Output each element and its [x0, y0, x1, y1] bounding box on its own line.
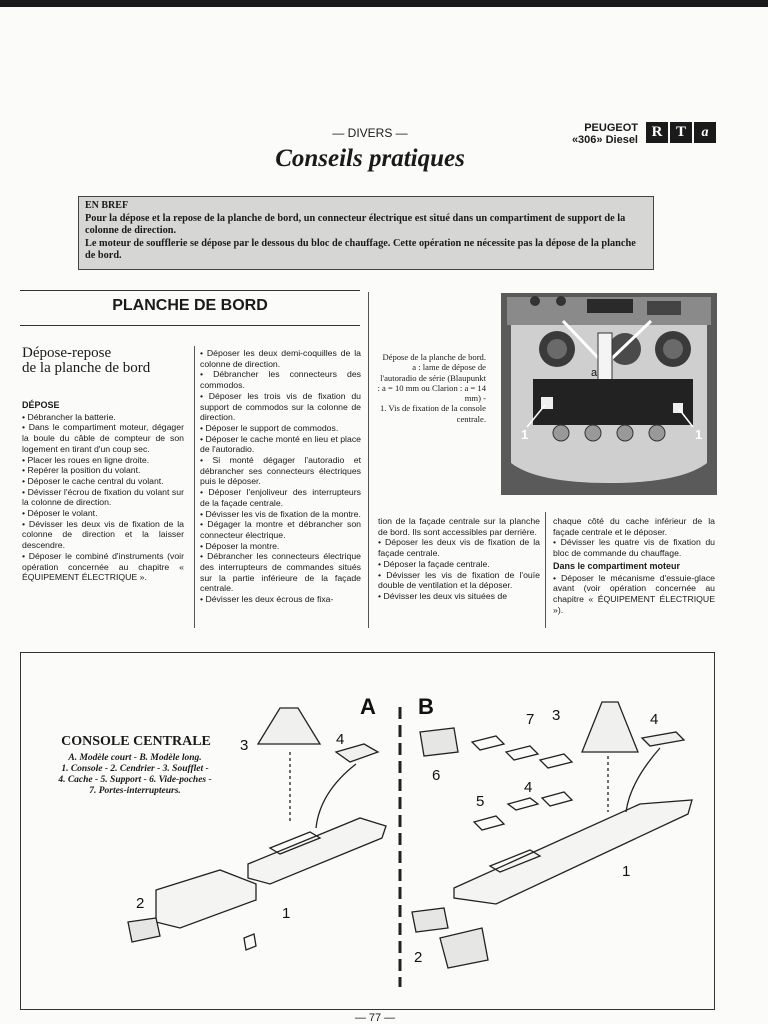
paragraph: • Déposer le support de commodos. — [200, 422, 339, 433]
paragraph: • Dégager la montre et débrancher son connecteur électrique. — [200, 519, 361, 540]
logo-letter-a: a — [694, 122, 716, 143]
legend-line-1: A. Modèle court - B. Modèle long. — [68, 753, 202, 763]
engine-compartment-heading: Dans le compartiment moteur — [553, 560, 681, 571]
en-bref-line-1: Pour la dépose et la repose de la planche de bord, un connecteur électrique est situé dans un compartiment de support de la colonne de direction. — [85, 212, 626, 236]
section-rule-top — [20, 290, 360, 291]
cover-small — [542, 792, 572, 806]
paragraph: • Repérer la position du volant. — [22, 465, 141, 476]
cover-small — [508, 798, 538, 810]
label-a3: 3 — [240, 737, 249, 754]
legend-line-2: 1. Console - 2. Cendrier - 3. Soufflet - — [61, 764, 209, 774]
brand-block — [560, 122, 638, 146]
heater-knob — [649, 425, 665, 441]
subsection-title-line-2: de la planche de bord — [22, 360, 151, 376]
label-b6: 6 — [432, 767, 441, 784]
console-b — [454, 800, 692, 904]
paragraph: • Débrancher les connecteurs électrique des interrupteurs de commandes situés sur la partie inférieure de la façade centrale. — [200, 551, 361, 594]
switch-holder — [472, 736, 504, 750]
legend-line-3: 4. Cache - 5. Support - 6. Vide-poches - — [58, 775, 212, 785]
gaiter-b — [582, 702, 638, 752]
storage-tray — [420, 728, 458, 756]
photo-label-a: a — [591, 367, 598, 379]
paragraph: • Déposer le cache monté en lieu et place de l'autoradio. — [200, 433, 361, 455]
paragraph: • Déposer le mécanisme d'essuie-glace avant (voir opération concernée au chapitre « ÉQUIPEMENT ÉLECTRIQUE »). — [553, 572, 715, 615]
paragraph: • Dans le compartiment moteur, dégager la boule du câble de compteur de son logement en tirant d'un coup sec. — [22, 422, 184, 454]
caption-line-2: a : lame de dépose de l'autoradio de série (Blaupunkt : a = 10 mm ou Clarion : a = 14 mm) - — [377, 362, 486, 404]
paragraph: • Débrancher les connecteurs des commodos. — [200, 369, 361, 391]
clock-display — [587, 299, 633, 313]
heater-knob — [553, 425, 569, 441]
subsection-title-line-1: Dépose-repose — [22, 345, 112, 361]
paragraph: tion de la façade centrale sur la planche de bord. Ils sont accessibles par derrière. — [378, 516, 540, 537]
model-a-label: A — [360, 694, 376, 719]
label-b4-mid: 4 — [524, 779, 533, 796]
console-exploded-view — [20, 652, 715, 1010]
model-b-label: B — [418, 694, 434, 719]
gaiter-a — [258, 708, 320, 744]
paragraph: • Déposer les deux vis de fixation de la façade centrale. — [378, 537, 540, 559]
label-b3: 3 — [552, 707, 561, 724]
console-a — [248, 818, 386, 884]
cover-b — [642, 732, 684, 746]
brand-line-2: «306» Diesel — [571, 134, 638, 146]
page-title: Conseils pratiques — [275, 145, 465, 172]
logo-letter-r: R — [646, 122, 668, 143]
text-column-3 — [378, 516, 540, 602]
paragraph: • Dévisser les deux vis situées de — [378, 590, 508, 601]
paragraph: • Déposer les deux demi-coquilles de la colonne de direction. — [200, 348, 361, 369]
label-a2: 2 — [136, 895, 145, 912]
scan-top-edge — [0, 0, 768, 7]
fixing-clip — [244, 934, 256, 950]
switch-holder — [506, 746, 538, 760]
paragraph: • Déposer le volant. — [22, 508, 98, 519]
column-divider — [194, 346, 195, 628]
paragraph: • Déposer les trois vis de fixation du support de commodos sur la colonne de direction. — [200, 390, 361, 423]
button — [556, 296, 566, 306]
caption-line-1: Dépose de la planche de bord. — [382, 352, 486, 362]
support — [474, 816, 504, 830]
ashtray-a — [128, 918, 160, 942]
paragraph: • Dévisser les vis de fixation de la montre. — [200, 508, 361, 519]
label-b2: 2 — [414, 949, 423, 966]
brand-line-1: PEUGEOT — [584, 122, 638, 134]
photo-label-1-left: 1 — [521, 427, 529, 442]
switch-holder — [540, 754, 572, 768]
heater-knob — [617, 425, 633, 441]
label-b1: 1 — [622, 863, 631, 880]
legend-line-4: 7. Portes-interrupteurs. — [89, 786, 181, 796]
paragraph: • Débrancher la batterie. — [22, 411, 116, 422]
photo-caption — [376, 352, 486, 424]
paragraph: • Dévisser les deux vis de fixation de la colonne de direction et la laisser descendre. — [22, 518, 184, 551]
console-title: CONSOLE CENTRALE — [61, 734, 211, 749]
en-bref-heading: EN BREF — [85, 200, 129, 211]
paragraph: • Déposer l'enjoliveur des interrupteurs de la façade centrale. — [200, 487, 361, 508]
tool-blade — [598, 333, 612, 381]
ashtray-b — [412, 908, 448, 932]
label-b4-top: 4 — [650, 711, 659, 728]
label-b5: 5 — [476, 793, 485, 810]
logo-letter-t: T — [670, 122, 692, 143]
text-column-4 — [553, 516, 715, 615]
heater-knob — [585, 425, 601, 441]
paragraph: • Déposer le cache central du volant. — [22, 475, 164, 486]
button — [530, 296, 540, 306]
photo-label-1-right: 1 — [695, 427, 703, 442]
dashboard-photo — [501, 293, 717, 495]
section-title: PLANCHE DE BORD — [112, 297, 268, 314]
section-rule-bottom — [20, 325, 360, 326]
console-a-rear — [156, 870, 256, 928]
en-bref-box — [78, 196, 654, 270]
paragraph: • Dévisser les quatre vis de fixation du bloc de commande du chauffage. — [553, 537, 715, 559]
paragraph: • Dévisser l'écrou de fixation du volant sur la colonne de direction. — [22, 486, 184, 508]
radio-cavity — [533, 379, 693, 425]
paragraph: chaque côté du cache inférieur de la façade centrale et le déposer. — [553, 516, 715, 537]
paragraph: • Dévisser les deux écrous de fixa- — [200, 594, 334, 605]
text-column-1 — [22, 398, 184, 583]
vent-center — [609, 333, 641, 365]
en-bref-line-2: Le moteur de soufflerie se dépose par le dessous du bloc de chauffage. Cette opération ne nécessite pas la dépose de la planche de bord. — [85, 237, 636, 261]
subsection-title — [22, 346, 192, 376]
text-column-2 — [200, 348, 361, 605]
label-a1: 1 — [282, 905, 291, 922]
paragraph: • Déposer la façade centrale. — [378, 558, 490, 569]
paragraph: • Déposer le combiné d'instruments (voir opération concernée au chapitre « ÉQUIPEMENT ÉLECTRIQUE ». — [22, 550, 184, 583]
label-a4: 4 — [336, 731, 345, 748]
page-number: — 77 — — [354, 1012, 396, 1024]
rta-logo — [646, 122, 716, 143]
column-divider — [368, 292, 369, 628]
depose-heading: DÉPOSE — [22, 400, 60, 410]
paragraph: • Placer les roues en ligne droite. — [22, 454, 150, 465]
switch-block — [647, 301, 681, 315]
paragraph: • Déposer la montre. — [200, 540, 280, 551]
section-tag: — DIVERS — — [332, 126, 408, 140]
paragraph: • Dévisser les vis de fixation de l'ouïe double de ventilation et la déposer. — [378, 569, 540, 591]
paragraph: • Si monté dégager l'autoradio et débrancher ses connecteurs électriques puis le déposer. — [200, 455, 361, 487]
column-divider — [545, 512, 546, 628]
caption-line-3: 1. Vis de fixation de la console centrale. — [379, 403, 486, 424]
label-b7: 7 — [526, 711, 535, 728]
